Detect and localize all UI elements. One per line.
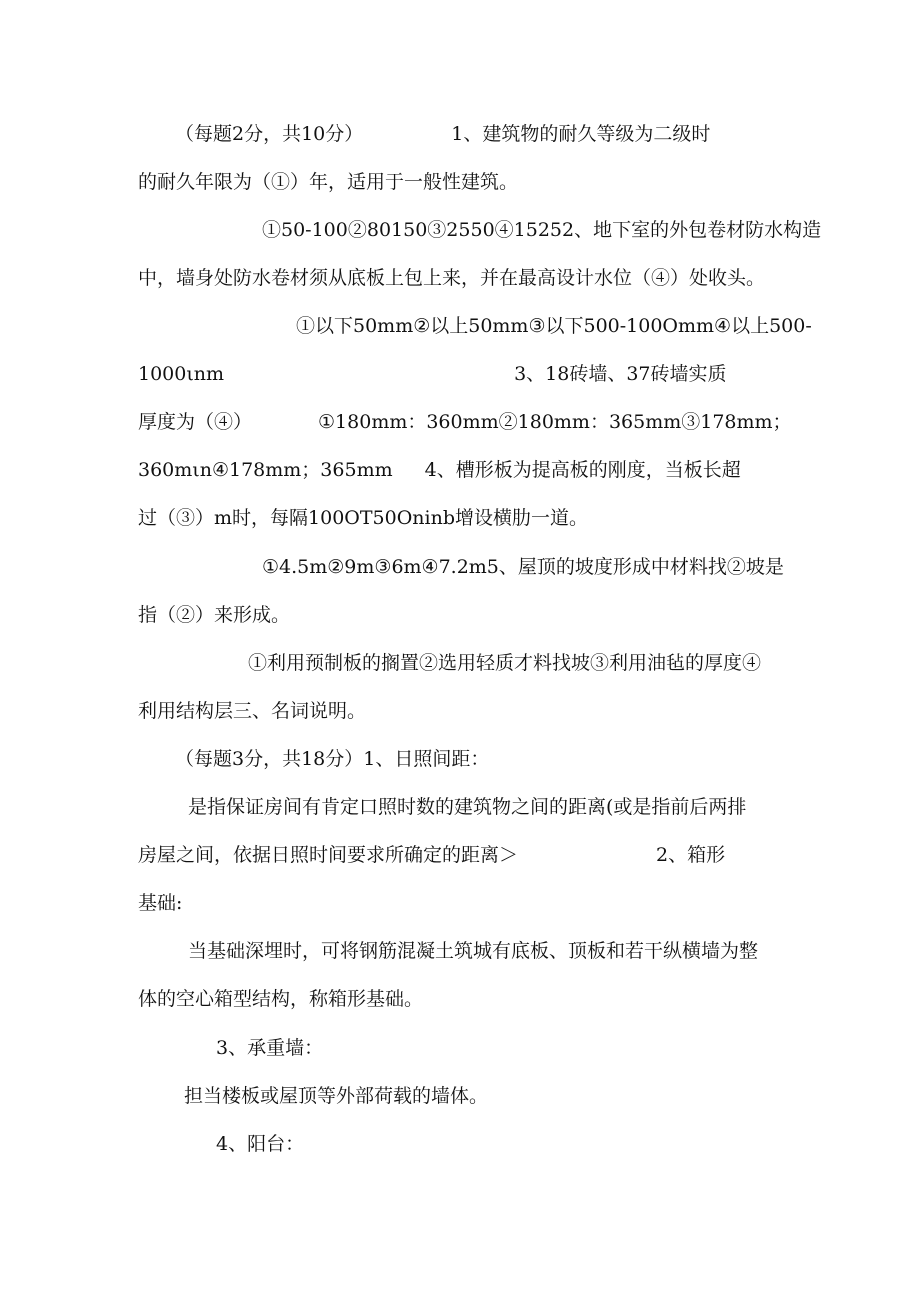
line-2-a: 的耐久年限为（①）年，适用于一般性建筑。 [138,171,519,193]
line-13 [138,699,366,723]
line-6-b: 3、18砖墙、37砖墙实质 [514,363,727,385]
line-7 [138,410,792,434]
line-4-a: 中，墙身处防水卷材须从底板上包上来，并在最高设计水位（④）处收头。 [138,267,766,289]
line-17 [138,891,182,915]
line-9 [138,506,588,530]
line-8 [138,458,741,482]
line-16-a: 房屋之间，依据日照时间要求所确定的距离＞ [138,844,519,866]
line-16-b: 2、箱形 [656,844,726,866]
line-7-b: ①180mm：360mm②180mm：365mm③178mm； [318,411,792,433]
line-17-a: 基础: [138,892,183,914]
line-7-a: 厚度为（④） [138,411,253,433]
line-6 [138,362,727,386]
line-10 [262,555,784,579]
line-2 [138,170,518,194]
line-5 [296,314,812,338]
line-18 [188,939,758,963]
line-18-a: 当基础深埋时，可将钢筋混凝土筑城有底板、顶板和若干纵横墙为整 [188,940,759,962]
line-16 [138,843,725,867]
line-14-a: （每题3分，共18分）1、日照间距： [175,748,490,770]
line-15-a: 是指保证房间有肯定口照时数的建筑物之间的距离(或是指前后两排 [188,796,747,818]
line-8-b: 4、槽形板为提高板的刚度，当板长超 [424,459,741,481]
line-11-a: 指（②）来形成。 [138,604,291,626]
line-19-a: 体的空心箱型结构，称箱形基础。 [138,988,424,1010]
line-3-a: ①50-100②80150③2550④15252、地下室的外包卷材防水构造 [262,219,822,241]
line-20-a: 3、承重墙： [216,1037,324,1059]
line-21 [184,1084,488,1108]
line-12 [248,651,761,675]
line-1 [175,122,710,146]
line-19 [138,987,423,1011]
line-1-a: （每题2分，共10分） [175,123,364,145]
line-13-a: 利用结构层三、名词说明。 [138,700,367,722]
line-1-b: 1、建筑物的耐久等级为二级时 [451,123,711,145]
line-6-a: 1000ιnm [138,363,225,385]
line-5-a: ①以下50mm②以上50mm③以下500-100Omm④以上500- [296,315,812,337]
line-22 [216,1132,304,1156]
line-9-a: 过（③）m时，每隔100OT50Oninb增设横肋一道。 [138,507,588,529]
line-20 [216,1036,323,1060]
line-10-a: ①4.5m②9m③6m④7.2m5、屋顶的坡度形成中材料找②坡是 [262,556,784,578]
line-4 [138,266,765,290]
line-21-a: 担当楼板或屋顶等外部荷载的墙体。 [184,1085,489,1107]
line-8-a: 360mιn④178mm；365mm [138,459,393,481]
line-22-a: 4、阳台： [216,1133,305,1155]
line-3 [262,218,821,242]
line-11 [138,603,290,627]
line-12-a: ①利用预制板的搁置②选用轻质才料找坡③利用油毡的厚度④ [248,652,762,674]
line-14 [175,747,489,771]
line-15 [188,795,746,819]
